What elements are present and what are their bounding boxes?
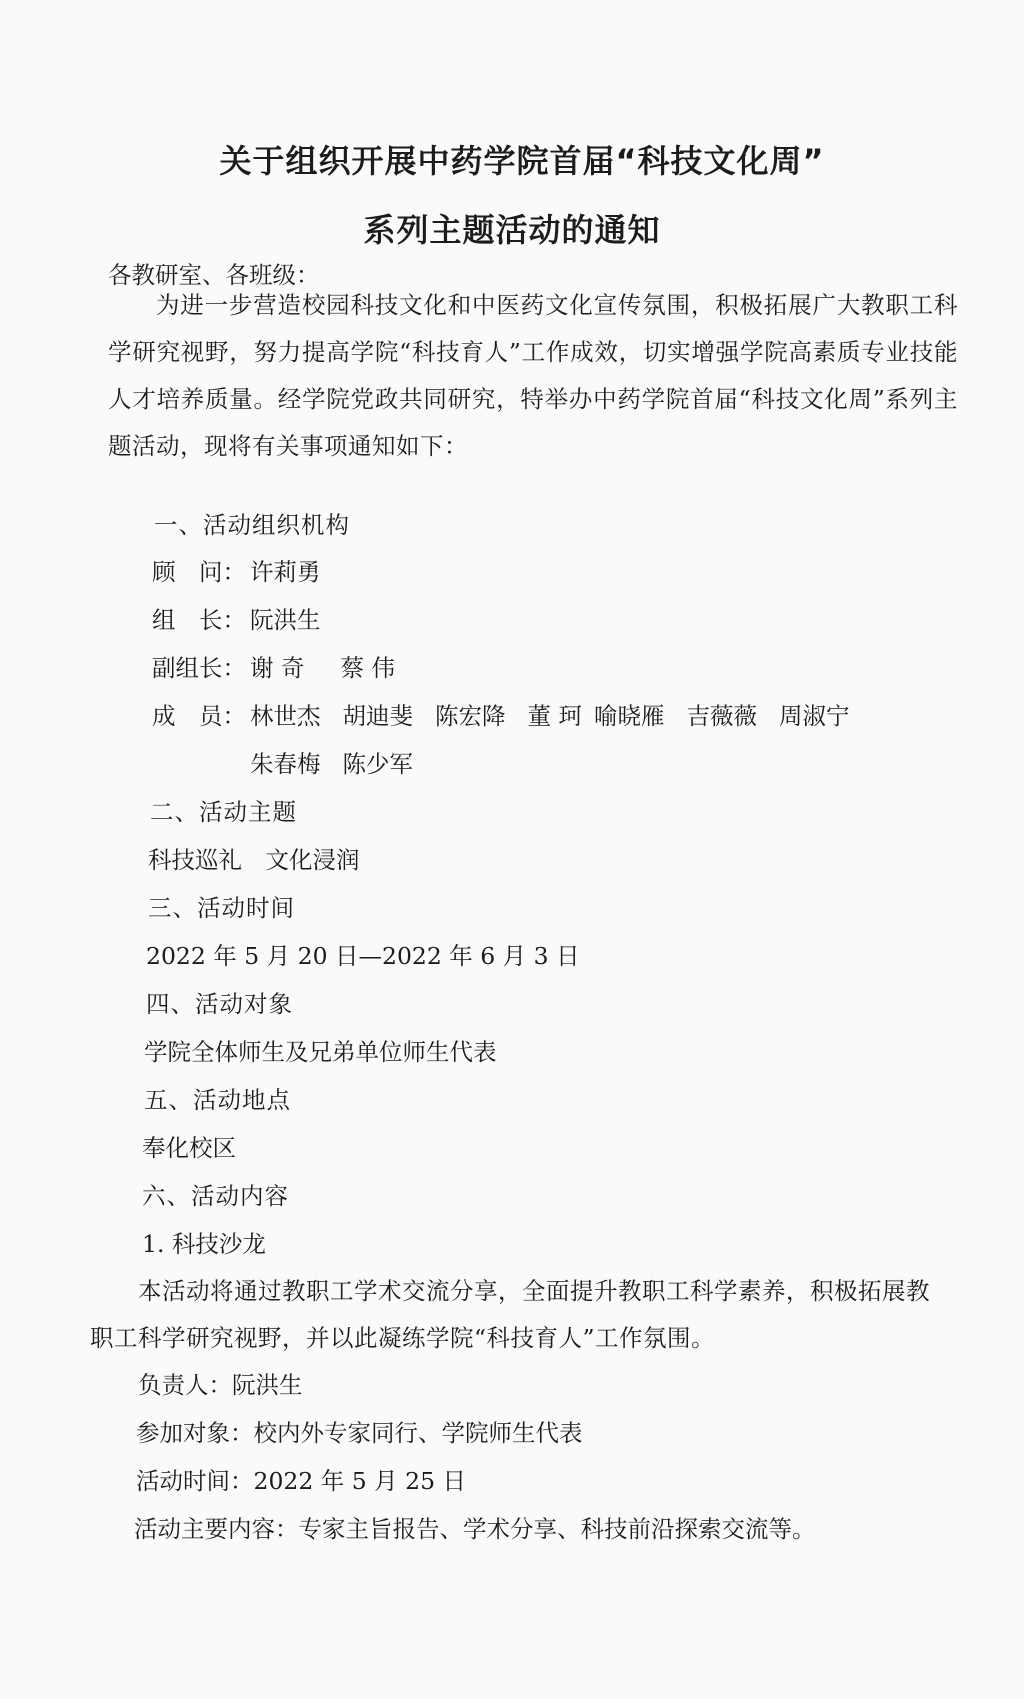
member-name: 陈少军	[342, 750, 413, 778]
leader-label: 组 长：	[152, 606, 246, 634]
deputy-label: 副组长：	[152, 654, 246, 682]
member-name: 董 珂	[527, 702, 582, 730]
section-2-heading: 二、活动主题	[150, 798, 297, 826]
activity-audience: 学院全体师生及兄弟单位师生代表	[144, 1038, 497, 1066]
section-3-heading: 三、活动时间	[148, 894, 295, 922]
member-name: 喻晓雁	[593, 702, 665, 730]
advisor-row	[152, 557, 321, 587]
members-label: 成 员：	[152, 702, 246, 730]
members-row-continued	[250, 749, 435, 779]
audience-value: 校内外专家同行、学院师生代表	[253, 1419, 583, 1447]
leader-name: 阮洪生	[250, 606, 321, 634]
item-1-title: 1. 科技沙龙	[142, 1230, 266, 1258]
members-row	[152, 701, 871, 731]
member-name: 胡迪斐	[342, 702, 413, 730]
document-title-line-2: 系列主题活动的通知	[363, 211, 661, 249]
item-1-audience-row	[136, 1418, 583, 1448]
member-name: 吉薇薇	[686, 702, 757, 730]
item-1-content-row	[134, 1514, 816, 1544]
section-4-heading: 四、活动对象	[146, 990, 293, 1018]
activity-theme: 科技巡礼 文化浸润	[148, 846, 360, 874]
item-1-time-row	[136, 1466, 466, 1496]
deputy-row	[152, 653, 417, 683]
item-1-description: 本活动将通过教职工学术交流分享，全面提升教职工科学素养，积极拓展教职工科学研究视野，并以此凝练学院“科技育人”工作氛围。	[90, 1277, 930, 1352]
content-value: 专家主旨报告、学术分享、科技前沿探索交流等。	[298, 1515, 816, 1543]
deputy-name: 谢 奇	[250, 654, 305, 682]
member-name: 朱春梅	[250, 750, 321, 778]
time-label: 活动时间：	[136, 1467, 254, 1495]
leader-row	[152, 605, 321, 635]
document-title-line-1: 关于组织开展中药学院首届“科技文化周”	[219, 142, 825, 180]
section-6-heading: 六、活动内容	[142, 1182, 289, 1210]
salutation: 各教研室、各班级：	[108, 261, 320, 289]
member-name: 林世杰	[250, 702, 321, 730]
intro-paragraph: 为进一步营造校园科技文化和中医药文化宣传氛围，积极拓展广大教职工科学研究视野，努力提高学院“科技育人”工作成效，切实增强学院高素质专业技能人才培养质量。经学院党政共同研究，特举办中药学院首届“科技文化周”系列主题活动，现将有关事项通知如下：	[108, 291, 958, 460]
time-value: 2022 年 5 月 25 日	[253, 1467, 467, 1495]
section-1-heading: 一、活动组织机构	[154, 511, 350, 539]
content-label: 活动主要内容：	[134, 1515, 299, 1543]
activity-period: 2022 年 5 月 20 日—2022 年 6 月 3 日	[146, 942, 580, 970]
item-1-owner-row	[138, 1370, 303, 1400]
advisor-label: 顾 问：	[152, 558, 246, 586]
member-name: 周淑宁	[778, 702, 850, 730]
owner-label: 负责人：	[138, 1371, 232, 1399]
member-name: 陈宏降	[435, 702, 506, 730]
section-5-heading: 五、活动地点	[144, 1086, 291, 1114]
owner-name: 阮洪生	[232, 1371, 303, 1399]
deputy-name: 蔡 伟	[340, 654, 395, 682]
audience-label: 参加对象：	[136, 1419, 254, 1447]
advisor-name: 许莉勇	[250, 558, 321, 586]
activity-location: 奉化校区	[142, 1134, 236, 1162]
